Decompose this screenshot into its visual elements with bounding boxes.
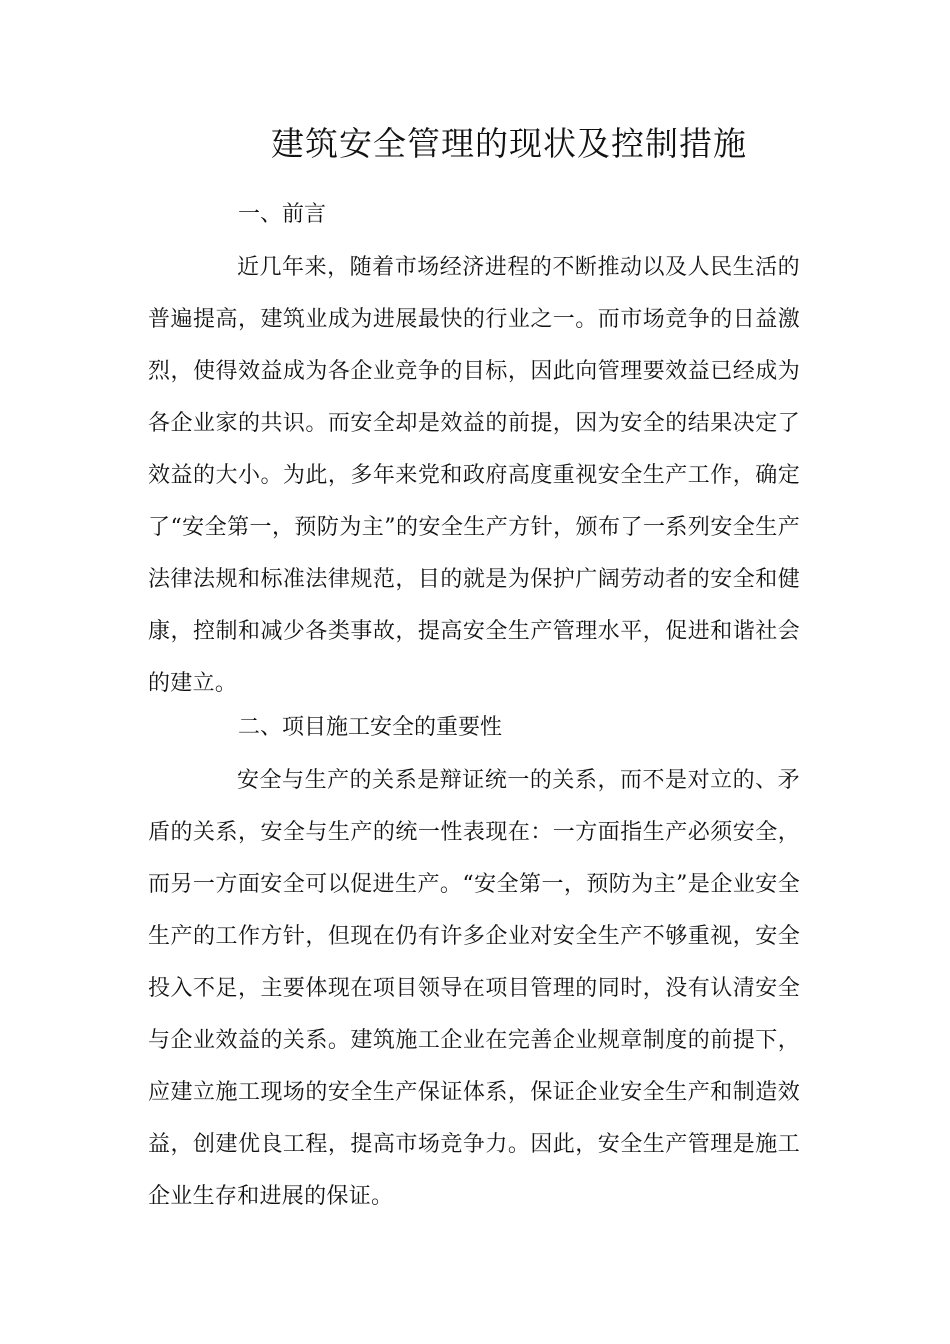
section-heading-importance: 二、项目施工安全的重要性 [238,715,503,740]
section-heading-preface: 一、前言 [238,202,327,227]
section-paragraph-importance: 安全与生产的关系是辩证统一的关系，而不是对立的、矛盾的关系，安全与生产的统一性表现在：一方面指生产必须安全，而另一方面安全可以促进生产。“安全第一，预防为主”是企业安全生产的工作方针，但现在仍有许多企业对安全生产不够重视，安全投入不足，主要体现在项目领导在项目管理的同时，没有认清安全与企业效益的关系。建筑施工企业在完善企业规章制度的前提下，应建立施工现场的安全生产保证体系，保证企业安全生产和制造效益，创建优良工程，提高市场竞争力。因此，安全生产管理是施工企业生存和进展的保证。 [148,768,800,1209]
document-title: 建筑安全管理的现状及控制措施 [271,124,747,163]
section-paragraph-preface: 近几年来，随着市场经济进程的不断推动以及人民生活的普遍提高，建筑业成为进展最快的行业之一。而市场竞争的日益激烈，使得效益成为各企业竞争的目标，因此向管理要效益已经成为各企业家的共识。而安全却是效益的前提，因为安全的结果决定了效益的大小。为此，多年来党和政府高度重视安全生产工作，确定了“安全第一，预防为主”的安全生产方针，颁布了一系列安全生产法律法规和标准法律规范，目的就是为保护广阔劳动者的安全和健康，控制和减少各类事故，提高安全生产管理水平，促进和谐社会的建立。 [148,255,800,696]
